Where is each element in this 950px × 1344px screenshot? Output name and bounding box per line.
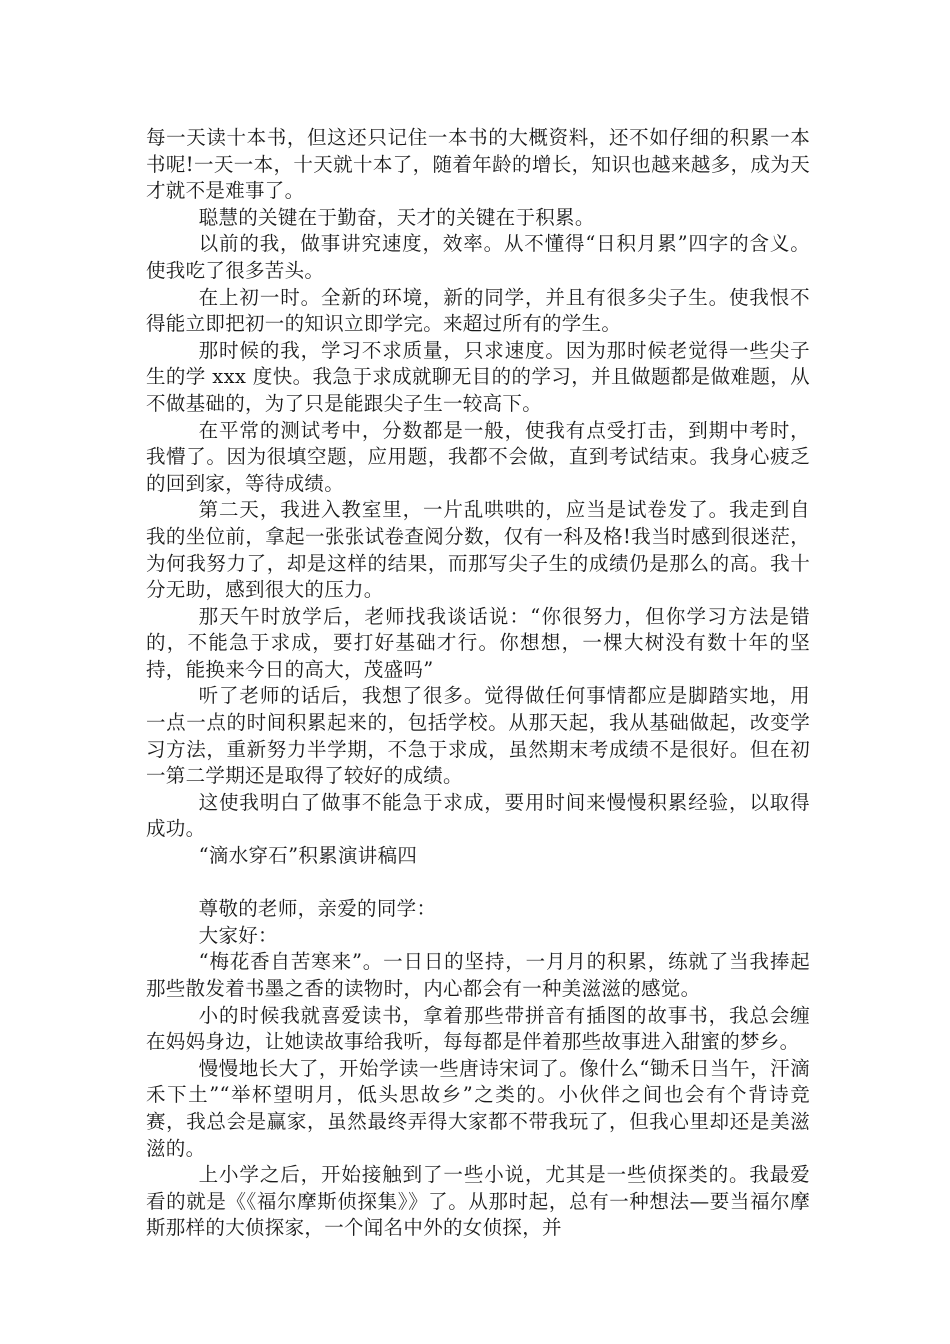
paragraph-4: 在上初一时。全新的环境，新的同学，并且有很多尖子生。使我恨不得能立即把初一的知识立即学完。来超过所有的学生。 — [146, 285, 810, 336]
paragraph-11: “梅花香自苦寒来”。一日日的坚持，一月月的积累，练就了当我捧起那些散发着书墨之香的读物时，内心都会有一种美滋滋的感觉。 — [146, 950, 810, 1000]
paragraph-5: 那时候的我，学习不求质量，只求速度。因为那时候老觉得一些尖子生的学 xxx 度快。我急于求成就聊无目的的学习，并且做题都是做难题，从不做基础的，为了只是能跟尖子生一较高下。 — [146, 338, 810, 415]
document-page — [146, 125, 810, 1242]
paragraph-13: 慢慢地长大了，开始学读一些唐诗宋词了。像什么“锄禾日当午，汗滴禾下土”“举杯望明月，低头思故乡”之类的。小伙伴之间也会有个背诗竞赛，我总会是赢家，虽然最终弄得大家都不带我玩了，但我心里却还是美滋滋的。 — [146, 1056, 810, 1160]
paragraph-14: 上小学之后，开始接触到了一些小说，尤其是一些侦探类的。我最爱看的就是《《福尔摩斯侦探集》》了。从那时起，总有一种想法—要当福尔摩斯那样的大侦探家，一个闻名中外的女侦探，并 — [146, 1163, 810, 1240]
paragraph-8: 那天午时放学后，老师找我谈话说：“你很努力，但你学习方法是错的，不能急于求成，要打好基础才行。你想想，一棵大树没有数十年的坚持，能换来今日的高大，茂盛吗” — [146, 604, 810, 681]
paragraph-9: 听了老师的话后，我想了很多。觉得做任何事情都应是脚踏实地，用一点一点的时间积累起来的，包括学校。从那天起，我从基础做起，改变学习方法，重新努力半学期，不急于求成，虽然期末考成绩不是很好。但在初一第二学期还是取得了较好的成绩。 — [146, 684, 810, 788]
paragraph-12: 小的时候我就喜爱读书，拿着那些带拼音有插图的故事书，我总会缠在妈妈身边，让她读故事给我听，每每都是伴着那些故事进入甜蜜的梦乡。 — [146, 1003, 810, 1054]
salutation-greeting: 大家好： — [198, 923, 278, 947]
paragraph-10: 这使我明白了做事不能急于求成，要用时间来慢慢积累经验，以取得成功。 — [146, 790, 810, 841]
blank-line — [146, 870, 810, 897]
paragraph-7: 第二天，我进入教室里，一片乱哄哄的，应当是试卷发了。我走到自我的坐位前，拿起一张张试卷查阅分数，仅有一科及格!我当时感到很迷茫，为何我努力了，却是这样的结果，而那写尖子生的成绩仍是那么的高。我十分无助，感到很大的压力。 — [146, 498, 810, 602]
paragraph-2: 聪慧的关键在于勤奋，天才的关键在于积累。 — [198, 205, 595, 229]
section-title: “滴水穿石”积累演讲稿四 — [198, 844, 418, 868]
paragraph-1: 每一天读十本书，但这还只记住一本书的大概资料，还不如仔细的积累一本书呢!一天一本，十天就十本了，随着年龄的增长，知识也越来越多，成为天才就不是难事了。 — [146, 126, 810, 203]
salutation-teachers: 尊敬的老师，亲爱的同学： — [198, 897, 437, 921]
paragraph-3: 以前的我，做事讲究速度，效率。从不懂得“日积月累”四字的含义。使我吃了很多苦头。 — [146, 232, 810, 282]
paragraph-6: 在平常的测试考中，分数都是一般，使我有点受打击，到期中考时，我懵了。因为很填空题，应用题，我都不会做，直到考试结束。我身心疲乏的回到家，等待成绩。 — [146, 418, 810, 495]
